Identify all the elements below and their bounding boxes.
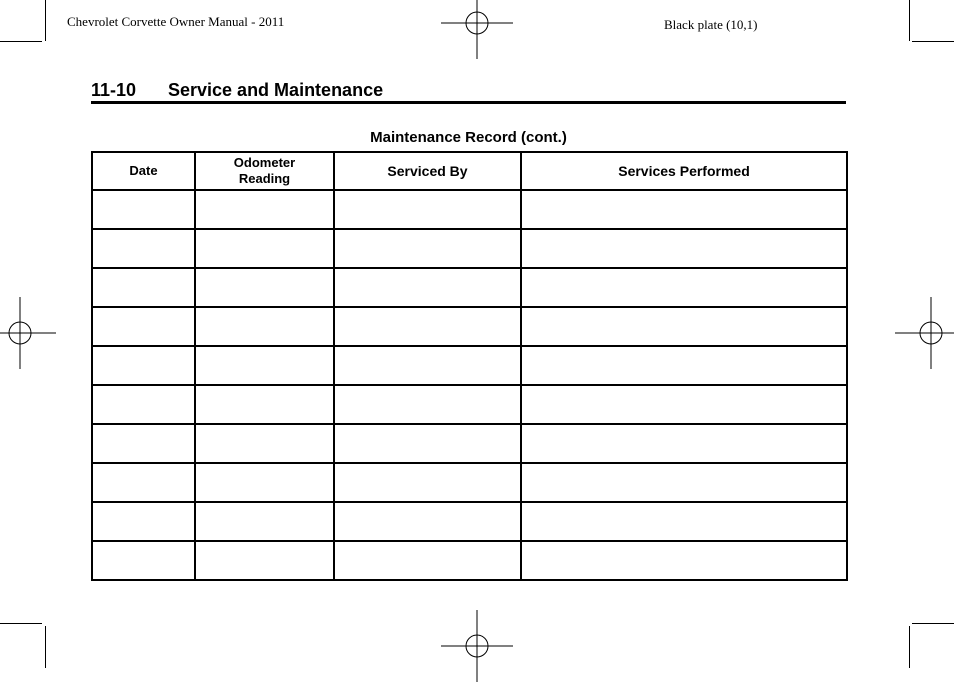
- table-row: [92, 268, 847, 307]
- crop-mark: [909, 626, 910, 668]
- section-rule: [91, 101, 846, 104]
- table-cell: [521, 424, 847, 463]
- running-header-plate: Black plate (10,1): [664, 17, 758, 32]
- table-cell: [334, 268, 521, 307]
- section-number: 11-10: [91, 80, 137, 100]
- crop-mark: [912, 623, 954, 624]
- table-cell: [92, 307, 195, 346]
- table-cell: [92, 346, 195, 385]
- table-cell: [521, 307, 847, 346]
- table-cell: [521, 190, 847, 229]
- table-caption: Maintenance Record (cont.): [370, 129, 567, 146]
- section-title: Service and Maintenance: [168, 80, 384, 100]
- table-row: [92, 463, 847, 502]
- table-row: [92, 385, 847, 424]
- table-cell: [521, 385, 847, 424]
- column-header-label-line: Reading: [238, 171, 291, 186]
- table-row: [92, 424, 847, 463]
- table-cell: [195, 190, 334, 229]
- crop-mark: [909, 0, 910, 41]
- table-cell: [521, 268, 847, 307]
- table-cell: [195, 502, 334, 541]
- table-cell: [92, 424, 195, 463]
- table-cell: [92, 268, 195, 307]
- table-cell: [195, 424, 334, 463]
- crop-mark: [45, 626, 46, 668]
- column-header-odometer-reading: [195, 152, 334, 190]
- crop-mark: [0, 41, 42, 42]
- registration-mark-icon: [895, 297, 954, 369]
- table-cell: [521, 541, 847, 580]
- table-cell: [92, 502, 195, 541]
- table-cell: [334, 385, 521, 424]
- column-header-label: Services Performed: [618, 163, 750, 179]
- table-cell: [195, 463, 334, 502]
- registration-mark-icon: [441, 0, 513, 59]
- table-row: [92, 307, 847, 346]
- table-cell: [334, 190, 521, 229]
- table-cell: [195, 268, 334, 307]
- running-header-title: Chevrolet Corvette Owner Manual - 2011: [67, 14, 285, 29]
- table-header-row: [92, 152, 847, 190]
- table-cell: [334, 541, 521, 580]
- table-cell: [334, 463, 521, 502]
- column-header-services-performed: [521, 152, 847, 190]
- column-header-serviced-by: [334, 152, 521, 190]
- crop-mark: [0, 623, 42, 624]
- table-cell: [92, 541, 195, 580]
- table-cell: [334, 424, 521, 463]
- table-cell: [195, 229, 334, 268]
- table-cell: [521, 502, 847, 541]
- table-cell: [334, 307, 521, 346]
- table-row: [92, 541, 847, 580]
- table-cell: [521, 346, 847, 385]
- table-cell: [195, 307, 334, 346]
- table-cell: [92, 463, 195, 502]
- maintenance-record-table: [91, 151, 848, 581]
- crop-mark: [912, 41, 954, 42]
- table-row: [92, 190, 847, 229]
- registration-mark-icon: [441, 610, 513, 682]
- table-cell: [92, 190, 195, 229]
- table-cell: [334, 346, 521, 385]
- table-cell: [195, 385, 334, 424]
- table-cell: [195, 541, 334, 580]
- table-row: [92, 229, 847, 268]
- registration-mark-icon: [0, 297, 56, 369]
- table-cell: [334, 502, 521, 541]
- table-cell: [334, 229, 521, 268]
- column-header-label: Date: [129, 163, 158, 178]
- table-cell: [92, 229, 195, 268]
- table-row: [92, 502, 847, 541]
- column-header-date: [92, 152, 195, 190]
- table-cell: [195, 346, 334, 385]
- table-cell: [521, 229, 847, 268]
- table-cell: [92, 385, 195, 424]
- column-header-label-line: Odometer: [233, 155, 296, 170]
- section-heading: [91, 80, 846, 102]
- table-cell: [521, 463, 847, 502]
- table-body: [92, 190, 847, 580]
- crop-mark: [45, 0, 46, 41]
- column-header-label: Serviced By: [387, 163, 468, 179]
- table-row: [92, 346, 847, 385]
